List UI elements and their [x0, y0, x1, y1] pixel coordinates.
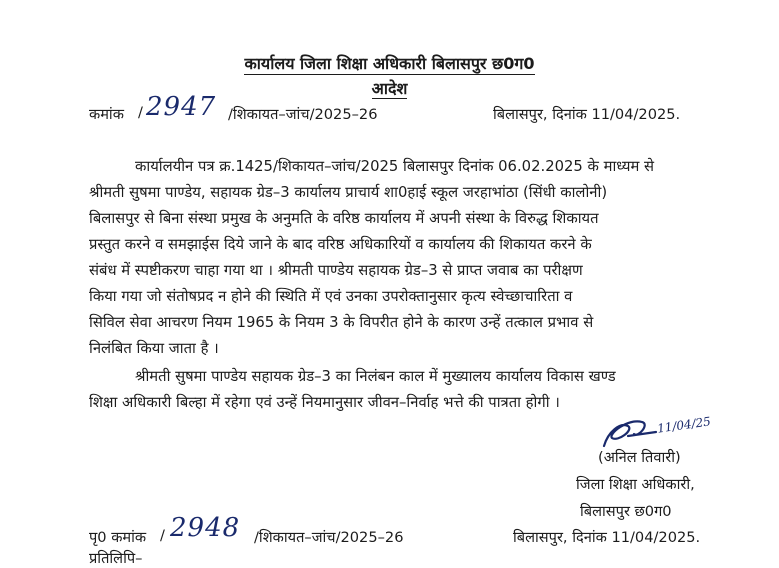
ref-handwritten-number: 2947	[146, 92, 217, 122]
paragraph-line: बिलासपुर से बिना संस्था प्रमुख के अनुमति के वरिष्ठ कार्यालय में अपनी संस्था के विरुद्ध शिकायत	[89, 210, 599, 227]
footer-suffix: /शिकायत–जांच/2025–26	[254, 529, 404, 546]
body-paragraph-2	[89, 364, 616, 416]
ref-separator: /	[138, 104, 143, 121]
paragraph-line: प्रस्तुत करने व समझाईस दिये जाने के बाद वरिष्ठ अधिकारियों व कार्यालय की शिकायत करने के	[89, 236, 592, 253]
footer-place-date: बिलासपुर, दिनांक 11/04/2025.	[513, 529, 701, 546]
paragraph-line: श्रीमती सुषमा पाण्डेय सहायक ग्रेड–3 का निलंबन काल में मुख्यालय कार्यालय विकास खण्ड	[135, 368, 616, 385]
signatory-location: बिलासपुर छ0ग0	[580, 503, 672, 520]
ref-place-date: बिलासपुर, दिनांक 11/04/2025.	[493, 106, 681, 123]
copy-label: प्रतिलिपि–	[89, 550, 143, 567]
paragraph-line: शिक्षा अधिकारी बिल्हा में रहेगा एवं उन्हें नियमानुसार जीवन–निर्वाह भत्ते की पात्रता होगी ।	[89, 394, 560, 411]
footer-handwritten-number: 2948	[170, 513, 241, 543]
paragraph-line: निलंबित किया जाता है ।	[89, 340, 219, 357]
order-heading: आदेश	[371, 79, 408, 98]
ref-prefix: कमांक	[89, 106, 124, 123]
paragraph-line: सिविल सेवा आचरण नियम 1965 के नियम 3 के विपरीत होने के कारण उन्हें तत्काल प्रभाव से	[89, 314, 594, 331]
signature-date: 11/04/25	[656, 414, 712, 436]
office-title: कार्यालय जिला शिक्षा अधिकारी बिलासपुर छ0ग0	[244, 54, 535, 73]
signatory-name: (अनिल तिवारी)	[598, 449, 681, 466]
ref-suffix: /शिकायत–जांच/2025–26	[228, 106, 378, 123]
footer-prefix: पृ0 कमांक	[89, 529, 147, 546]
paragraph-line: कार्यालयीन पत्र क्र.1425/शिकायत–जांच/2025 बिलासपुर दिनांक 06.02.2025 के माध्यम से	[135, 158, 655, 175]
signatory-designation: जिला शिक्षा अधिकारी,	[576, 476, 695, 493]
paragraph-line: किया गया जो संतोषप्रद न होने की स्थिति में एवं उनका उपरोक्तानुसार कृत्य स्वेच्छाचारिता व	[89, 288, 573, 305]
footer-separator: /	[160, 527, 165, 544]
paragraph-line: संबंध में स्पष्टीकरण चाहा गया था । श्रीमती पाण्डेय सहायक ग्रेड–3 से प्राप्त जवाब का परीक्षण	[89, 262, 583, 279]
body-paragraph-1	[89, 154, 654, 362]
paragraph-line: श्रीमती सुषमा पाण्डेय, सहायक ग्रेड–3 कार्यालय प्राचार्य शा0हाई स्कूल जरहाभांठा (सिंधी कालोनी)	[89, 184, 608, 201]
